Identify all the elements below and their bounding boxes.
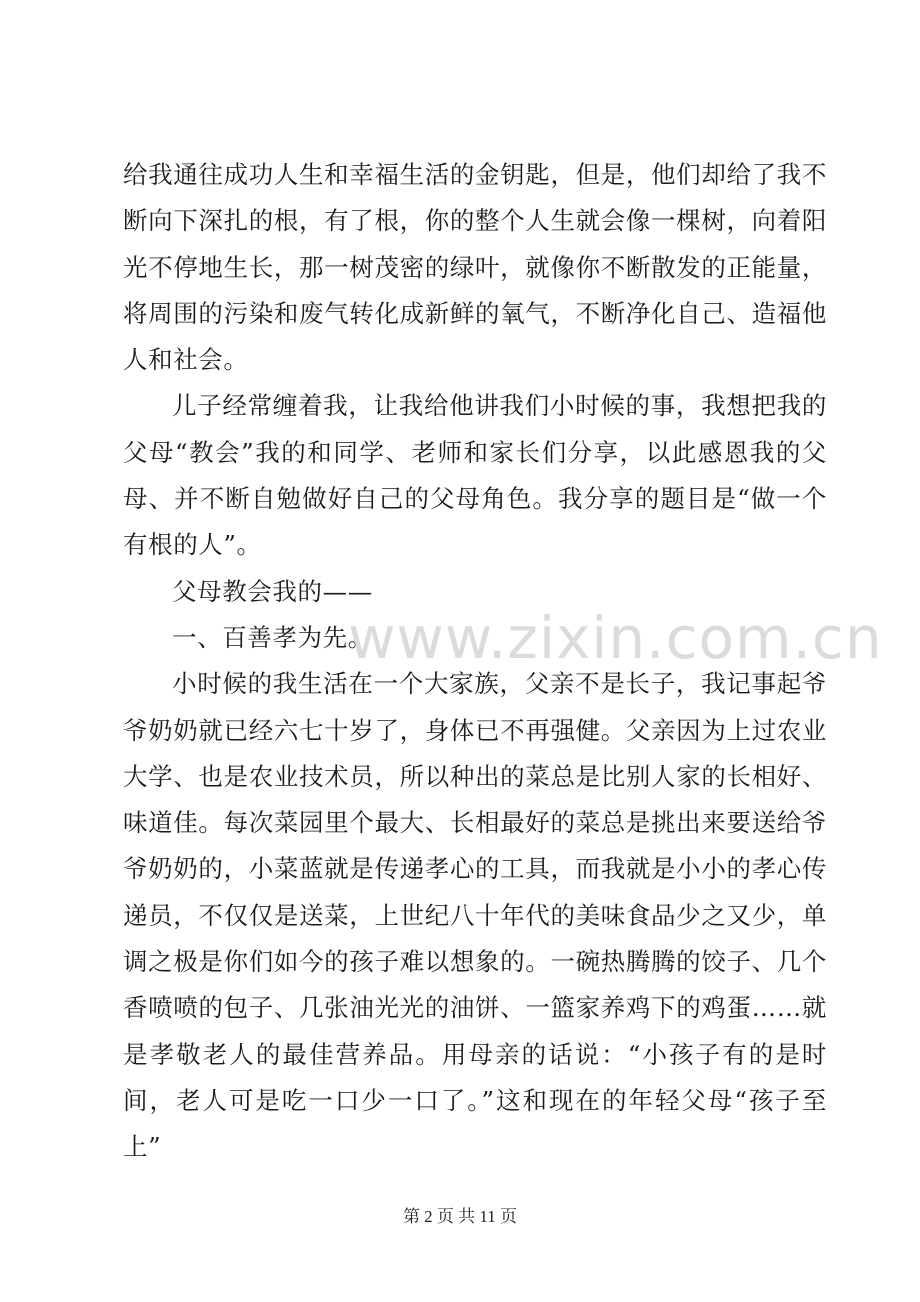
- page-number-footer: 第 2 页 共 11 页: [402, 1207, 518, 1226]
- section-heading-filial-piety: 一、百善孝为先。: [172, 622, 373, 652]
- paragraph-childhood: 小时候的我生活在一个大家族，父亲不是长子，我记事起爷爷奶奶就已经六七十岁了，身体已不再强健。父亲因为上过农业大学、也是农业技术员，所以种出的菜总是比别人家的长相好、味道佳。每次菜园里个最大、长相最好的菜总是挑出来要送给爷爷奶奶的，小菜蓝就是传递孝心的工具，而我就是小小的孝心传递员，不仅仅是送菜，上世纪八十年代的美味食品少之又少，单调之极是你们如今的孩子难以想象的。一碗热腾腾的饺子、几个香喷喷的包子、几张油光光的油饼、一篮家养鸡下的鸡蛋……就是孝敬老人的最佳营养品。用母亲的话说：“小孩子有的是时间，老人可是吃一口少一口了。”这和现在的年轻父母“孩子至上”: [123, 669, 827, 1162]
- watermark: www.zixin.com.cn: [348, 604, 883, 672]
- paragraph-section-intro: 父母教会我的——: [172, 576, 373, 606]
- paragraph-continuation: 给我通往成功人生和幸福生活的金钥匙，但是，他们却给了我不断向下深扎的根，有了根，你的整个人生就会像一棵树，向着阳光不停地生长，那一树茂密的绿叶，就像你不断散发的正能量，将周围的污染和废气转化成新鲜的氧气，不断净化自己、造福他人和社会。: [123, 160, 827, 375]
- document-body: [123, 152, 827, 1171]
- paragraph-son-stories: 儿子经常缠着我，让我给他讲我们小时候的事，我想把我的父母“教会”我的和同学、老师和家长们分享，以此感恩我的父母、并不断自勉做好自己的父母角色。我分享的题目是“做一个有根的人”。: [123, 391, 827, 560]
